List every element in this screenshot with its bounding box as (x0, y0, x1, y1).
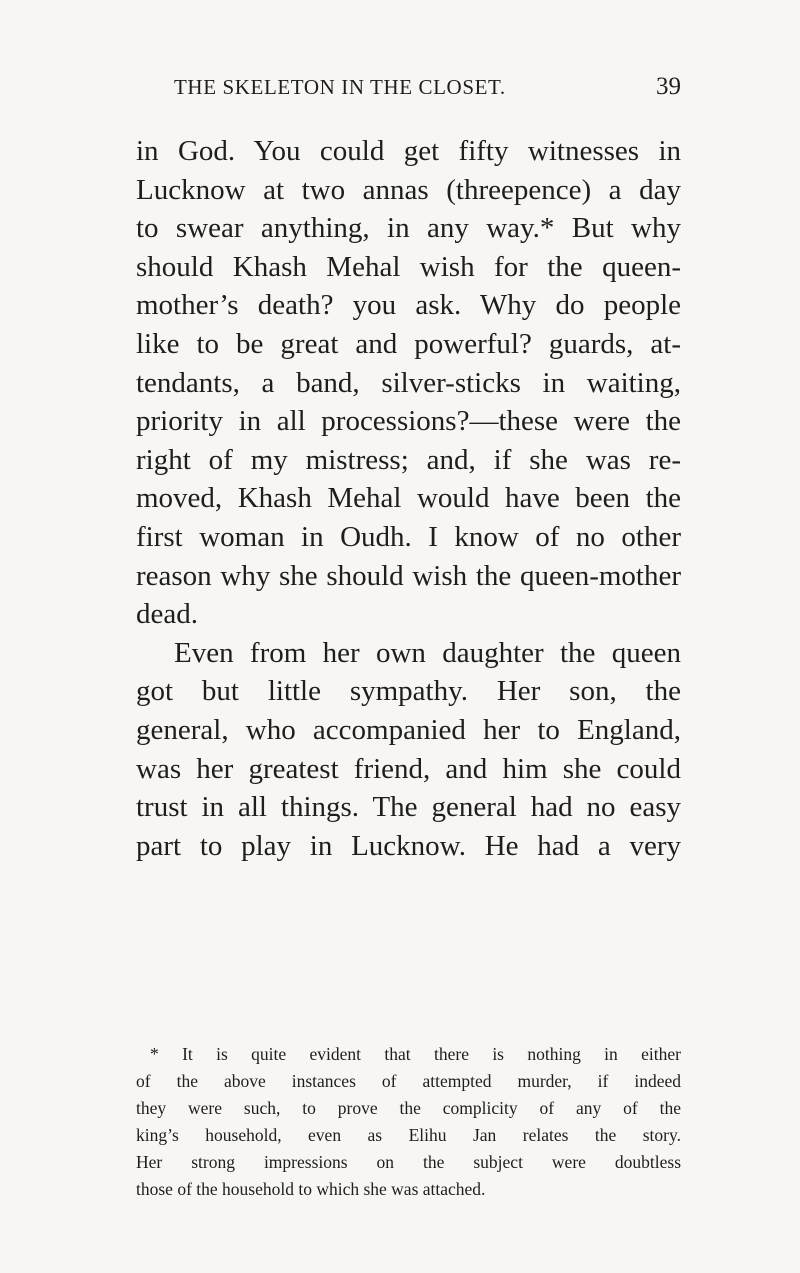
footnote-line: Her strong impressions on the subject were doubtless (136, 1152, 681, 1172)
text-line: was her greatest friend, and him she could (136, 752, 681, 785)
text-line: Lucknow at two annas (threepence) a day (136, 173, 681, 206)
text-line: mother’s death? you ask. Why do people (136, 289, 681, 322)
text-line: priority in all processions?—these were the (136, 405, 681, 438)
footnote-line: they were such, to prove the complicity of any of the (136, 1098, 681, 1118)
text-line: first woman in Oudh. I know of no other (136, 520, 681, 553)
running-head (136, 72, 681, 102)
footnote-line: king’s household, even as Elihu Jan relates the story. (136, 1125, 681, 1145)
footnote (136, 1041, 681, 1203)
body-text (136, 132, 681, 865)
text-line: should Khash Mehal wish for the queen- (136, 250, 681, 283)
text-line: part to play in Lucknow. He had a very (136, 829, 681, 862)
running-title: THE SKELETON IN THE CLOSET. (174, 75, 506, 99)
text-line: trust in all things. The general had no easy (136, 791, 681, 824)
text-line: right of my mistress; and, if she was re- (136, 443, 681, 476)
text-line: Even from her own daughter the queen (174, 636, 681, 669)
footnote-line: those of the household to which she was attached. (136, 1179, 486, 1199)
text-line: in God. You could get fifty witnesses in (136, 135, 681, 167)
footnote-line: * It is quite evident that there is nothing in either (150, 1044, 681, 1064)
text-line: got but little sympathy. Her son, the (136, 675, 681, 708)
text-line: to swear anything, in any way.* But why (136, 212, 681, 245)
text-line: like to be great and powerful? guards, at- (136, 327, 681, 360)
text-line: moved, Khash Mehal would have been the (136, 482, 681, 515)
text-line: tendants, a band, silver-sticks in waiting, (136, 366, 681, 399)
text-line: general, who accompanied her to England, (136, 713, 681, 746)
text-line: dead. (136, 598, 198, 631)
text-line: reason why she should wish the queen-mother (136, 559, 681, 592)
footnote-line: of the above instances of attempted murder, if indeed (136, 1071, 681, 1091)
page-number: 39 (656, 73, 681, 100)
